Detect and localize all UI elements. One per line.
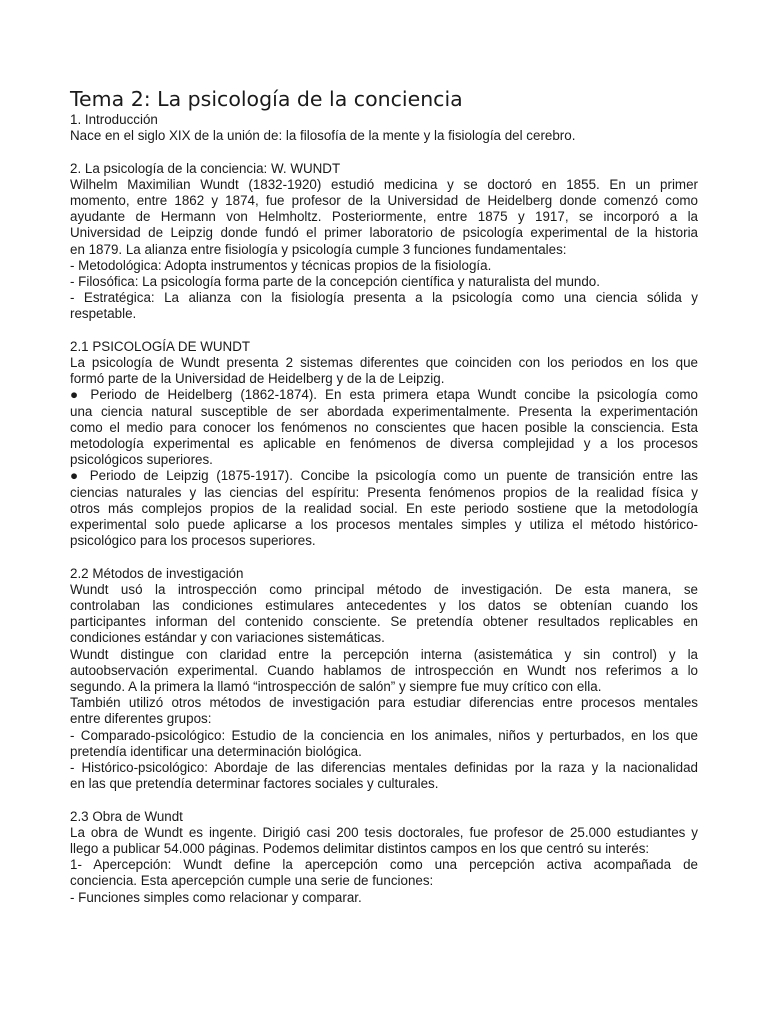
text-line: en las que pretendía determinar factores sociales y culturales. bbox=[70, 776, 439, 792]
text-line: 2.3 Obra de Wundt bbox=[70, 808, 183, 824]
text-line: entre diferentes grupos: bbox=[70, 711, 212, 727]
blank-line bbox=[70, 792, 698, 808]
text-line: respetable. bbox=[70, 306, 137, 322]
text-line: conciencia. Esta apercepción cumple una serie de funciones: bbox=[70, 873, 434, 889]
text-line: otros más complejos propios de la realidad social. En este periodo sostiene que la metodología bbox=[70, 500, 698, 516]
text-line: pretendía identificar una determinación biológica. bbox=[70, 743, 362, 759]
text-line: La psicología de Wundt presenta 2 sistemas diferentes que coinciden con los periodos en los que bbox=[70, 355, 698, 371]
text-line: segundo. A la primera la llamó “introspección de salón” y siempre fue muy crítico con ella. bbox=[70, 679, 602, 695]
text-line: - Metodológica: Adopta instrumentos y técnicas propios de la fisiología. bbox=[70, 257, 492, 273]
text-line: - Funciones simples como relacionar y comparar. bbox=[70, 889, 362, 905]
text-line: ciencias naturales y las ciencias del espíritu: Presenta fenómenos propios de la realidad física y bbox=[70, 484, 698, 500]
text-line: controlaban las condiciones estimulares antecedentes y los datos se obtenían cuando los bbox=[70, 598, 698, 614]
text-line: - Filosófica: La psicología forma parte de la concepción científica y naturalista del mundo. bbox=[70, 274, 600, 290]
blank-line bbox=[70, 549, 698, 565]
text-line: Wundt distingue con claridad entre la percepción interna (asistemática y sin control) y la bbox=[70, 646, 698, 662]
text-line: ayudante de Hermann von Helmholtz. Posteriormente, entre 1875 y 1917, se incorporó a la bbox=[70, 209, 698, 225]
text-line: Universidad de Leipzig donde fundó el primer laboratorio de psicología experimental de la historia bbox=[70, 225, 698, 241]
text-line: La obra de Wundt es ingente. Dirigió casi 200 tesis doctorales, fue profesor de 25.000 estudiantes y bbox=[70, 824, 698, 840]
text-line: ● Periodo de Leipzig (1875-1917). Concibe la psicología como un puente de transición entre las bbox=[70, 468, 698, 484]
text-line: en 1879. La alianza entre fisiología y psicología cumple 3 funciones fundamentales: bbox=[70, 241, 567, 257]
text-line: 2. La psicología de la conciencia: W. WUNDT bbox=[70, 160, 341, 176]
document-body bbox=[70, 112, 698, 906]
text-line: 2.2 Métodos de investigación bbox=[70, 565, 244, 581]
text-line: experimental solo puede aplicarse a los procesos mentales simples y utiliza el método histórico- bbox=[70, 517, 698, 533]
text-line: momento, entre 1862 y 1874, fue profesor de la Universidad de Heidelberg donde comenzó como bbox=[70, 193, 698, 208]
text-line: participantes informan del contenido consciente. Se pretendía obtener resultados replicables en bbox=[70, 614, 698, 630]
text-line: Nace en el siglo XIX de la unión de: la filosofía de la mente y la fisiología del cerebro. bbox=[70, 128, 576, 144]
text-line: condiciones estándar y con variaciones sistemáticas. bbox=[70, 630, 385, 646]
text-line: Wundt usó la introspección como principal método de investigación. De esta manera, se bbox=[70, 581, 698, 597]
text-line: - Comparado-psicológico: Estudio de la conciencia en los animales, niños y perturbados, en los que bbox=[70, 727, 698, 743]
text-line: Wilhelm Maximilian Wundt (1832-1920) estudió medicina y se doctoró en 1855. En un primer bbox=[70, 176, 698, 192]
text-line: llego a publicar 54.000 páginas. Podemos delimitar distintos campos en los que centró su interés: bbox=[70, 841, 650, 857]
text-line: - Histórico-psicológico: Abordaje de las diferencias mentales definidas por la raza y la nacionalidad bbox=[70, 760, 698, 776]
text-line: una ciencia natural susceptible de ser abordada experimentalmente. Presenta la experimentación bbox=[70, 403, 698, 419]
text-line: 2.1 PSICOLOGÍA DE WUNDT bbox=[70, 338, 251, 354]
text-line: También utilizó otros métodos de investigación para estudiar diferencias entre procesos mentales bbox=[70, 695, 698, 711]
text-line: 1- Apercepción: Wundt define la apercepción como una percepción activa acompañada de bbox=[70, 857, 698, 873]
blank-line bbox=[70, 144, 698, 160]
text-line: metodología experimental es aplicable en fenómenos de diversa complejidad y a los procesos bbox=[70, 436, 698, 452]
text-line: autoobservación experimental. Cuando hablamos de introspección en Wundt nos referimos a lo bbox=[70, 662, 698, 678]
document-title: Tema 2: La psicología de la conciencia bbox=[70, 87, 463, 111]
text-line: psicológicos superiores. bbox=[70, 452, 213, 468]
text-line: como el medio para conocer los fenómenos no conscientes que hacen posible la consciencia. Esta bbox=[70, 419, 698, 435]
text-line: - Estratégica: La alianza con la fisiología presenta a la psicología como una ciencia sólida y bbox=[70, 290, 698, 306]
text-line: psicológico para los procesos superiores. bbox=[70, 533, 316, 549]
text-line: formó parte de la Universidad de Heidelberg y de la de Leipzig. bbox=[70, 371, 445, 387]
blank-line bbox=[70, 323, 698, 339]
text-line: 1. Introducción bbox=[70, 112, 158, 127]
text-line: ● Periodo de Heidelberg (1862-1874). En esta primera etapa Wundt concibe la psicología como bbox=[70, 387, 698, 403]
